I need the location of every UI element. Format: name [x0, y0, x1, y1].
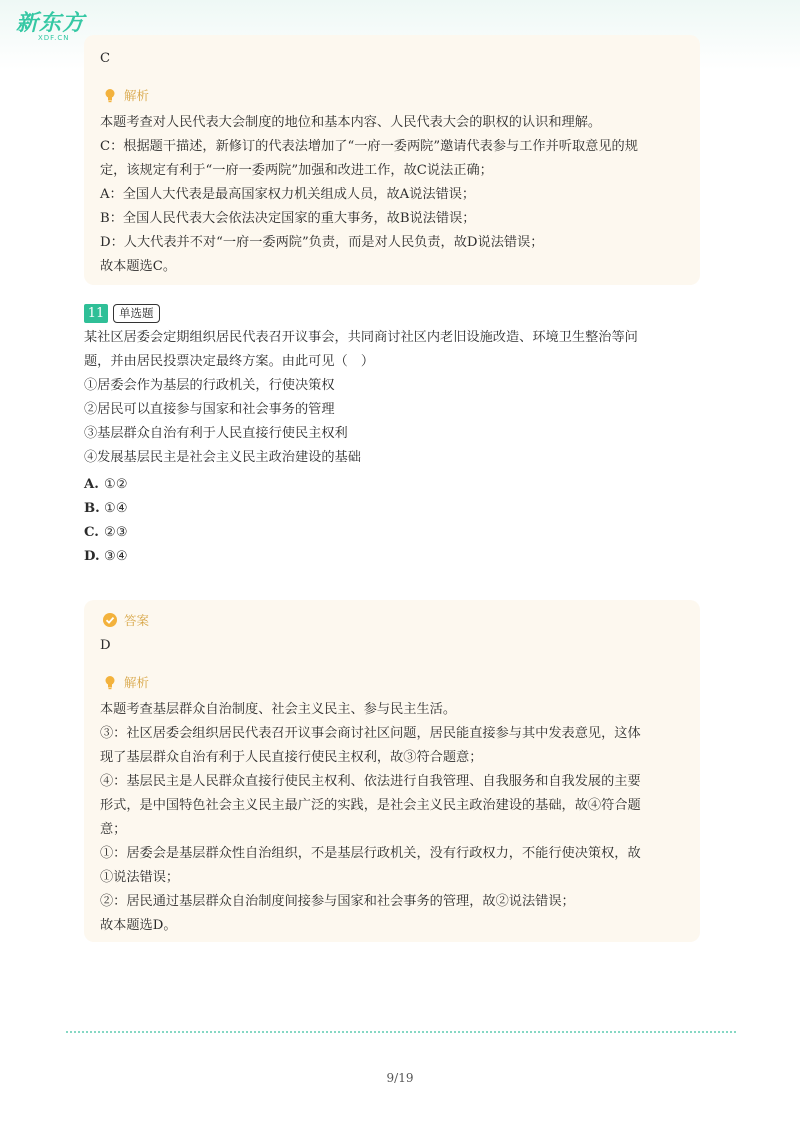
previous-answer-value: C [100, 51, 111, 66]
option-b[interactable] [84, 497, 128, 521]
question-statement: ①居委会作为基层的行政机关，行使决策权 [84, 378, 335, 393]
previous-analysis-line: 定，该规定有利于“一府一委两院”加强和改进工作，故C说法正确； [100, 163, 493, 178]
page-number: 9/19 [386, 1071, 414, 1085]
footer-divider [66, 1031, 736, 1033]
analysis-line: ③：社区居委会组织居民代表召开议事会商讨社区问题，居民能直接参与其中发表意见，这体 [100, 726, 641, 741]
analysis-line: 形式，是中国特色社会主义民主最广泛的实践，是社会主义民主政治建设的基础，故④符合题 [100, 798, 641, 813]
analysis-line: 意； [100, 822, 127, 837]
question-type-badge: 单选题 [113, 304, 160, 323]
option-d[interactable] [84, 545, 128, 569]
lightbulb-icon [102, 87, 118, 103]
option-a[interactable] [84, 473, 128, 497]
option-c[interactable] [84, 521, 128, 545]
option-text: ③④ [104, 549, 128, 564]
previous-analysis-label: 解析 [124, 88, 150, 103]
analysis-label: 解析 [124, 675, 150, 690]
answer-label: 答案 [124, 613, 150, 628]
option-text: ①② [104, 477, 128, 492]
analysis-header [102, 673, 149, 691]
previous-analysis-line: A：全国人大代表是最高国家权力机关组成人员，故A说法错误； [100, 187, 476, 202]
analysis-line: ①说法错误； [100, 870, 180, 885]
question-stem-line: 某社区居委会定期组织居民代表召开议事会，共同商讨社区内老旧设施改造、环境卫生整治等问 [84, 330, 638, 345]
answer-header [102, 611, 149, 629]
question-number: 11 [84, 304, 108, 323]
question-statement: ②居民可以直接参与国家和社会事务的管理 [84, 402, 335, 417]
previous-analysis-header [102, 86, 149, 104]
analysis-line: ②：居民通过基层群众自治制度间接参与国家和社会事务的管理，故②说法错误； [100, 894, 575, 909]
brand-sub: XDF.CN [38, 34, 70, 42]
option-letter: D. [84, 549, 100, 564]
analysis-line: 故本题选D。 [100, 918, 177, 933]
analysis-line: ④：基层民主是人民群众直接行使民主权利、依法进行自我管理、自我服务和自我发展的主要 [100, 774, 641, 789]
question-statement: ④发展基层民主是社会主义民主政治建设的基础 [84, 450, 361, 465]
question-stem-line: 题，并由居民投票决定最终方案。由此可见（ ） [84, 354, 375, 369]
brand-logo [16, 6, 86, 42]
option-text: ②③ [104, 525, 128, 540]
brand-name: 新东方 [16, 11, 86, 36]
lightbulb-icon [102, 674, 118, 690]
analysis-line: ①：居委会是基层群众性自治组织，不是基层行政机关，没有行政权力，不能行使决策权，故 [100, 846, 641, 861]
option-text: ①④ [104, 501, 128, 516]
analysis-line: 现了基层群众自治有利于人民直接行使民主权利，故③符合题意； [100, 750, 483, 765]
option-letter: A. [84, 477, 99, 492]
answer-value: D [100, 638, 111, 653]
previous-analysis-line: 故本题选C。 [100, 259, 177, 274]
previous-analysis-line: C：根据题干描述，新修订的代表法增加了“一府一委两院”邀请代表参与工作并听取意见的规 [100, 139, 638, 154]
option-letter: C. [84, 525, 99, 540]
previous-analysis-line: D：人大代表并不对“一府一委两院”负责，而是对人民负责，故D说法错误； [100, 235, 544, 250]
option-letter: B. [84, 501, 100, 516]
check-circle-icon [102, 612, 118, 628]
question-statement: ③基层群众自治有利于人民直接行使民主权利 [84, 426, 348, 441]
previous-analysis-line: B：全国人民代表大会依法决定国家的重大事务，故B说法错误； [100, 211, 476, 226]
previous-analysis-line: 本题考查对人民代表大会制度的地位和基本内容、人民代表大会的职权的认识和理解。 [100, 115, 602, 130]
analysis-line: 本题考查基层群众自治制度、社会主义民主、参与民主生活。 [100, 702, 457, 717]
